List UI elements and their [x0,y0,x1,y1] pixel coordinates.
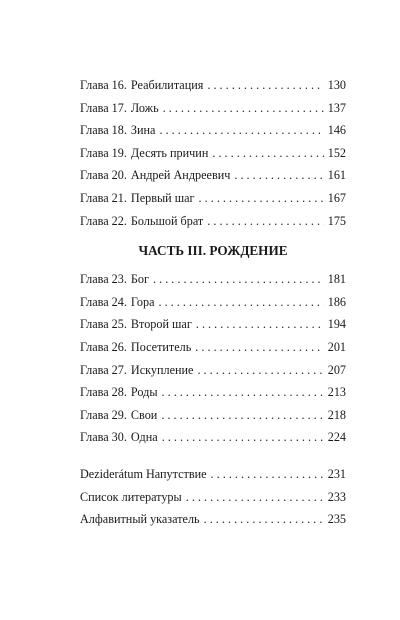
toc-dot-leader [212,142,323,165]
toc-dot-leader [159,119,323,142]
toc-chapter-number: Глава 21. [80,190,127,205]
toc-entry[interactable] [80,359,346,382]
toc-page-number: 161 [327,168,346,183]
toc-dot-leader [158,291,323,314]
toc-dot-leader [161,404,323,427]
toc-chapter-title: Реабилитация [130,78,204,92]
toc-entry[interactable] [80,426,346,449]
toc-dot-leader [186,486,324,509]
toc-page-number: 194 [327,317,346,332]
toc-chapter-title: Зина [130,123,156,138]
toc-dot-leader [163,97,324,120]
toc-chapter-number: Глава 17. [80,100,127,115]
toc-dot-leader [162,381,324,404]
toc-section-backmatter [80,463,346,531]
toc-chapter-number: Глава 22. [80,213,127,228]
toc-page-number: 181 [327,272,346,287]
toc-page-number: 231 [327,466,346,481]
toc-entry[interactable] [80,313,346,336]
toc-entry[interactable] [80,142,346,165]
toc-dot-leader [207,74,323,97]
toc-section-chapters-16-22 [80,74,346,232]
toc-chapter-title: Одна [130,430,158,445]
toc-page-number: 235 [327,512,346,527]
toc-chapter-number: Глава 20. [80,168,127,183]
toc-chapter-title: Андрей Андреевич [130,168,231,183]
toc-entry[interactable] [80,97,346,120]
toc-chapter-number: Глава 29. [80,407,127,422]
toc-chapter-number: Глава 19. [80,145,127,160]
toc-chapter-number: Глава 23. [80,272,127,287]
toc-chapter-title: Второй шаг [130,317,192,332]
toc-chapter-title: Первый шаг [130,190,195,205]
toc-page-number: 186 [327,294,346,309]
toc-page-number: 201 [327,339,346,354]
toc-dot-leader [197,359,323,382]
toc-dot-leader [196,313,324,336]
toc-chapter-title: Гора [130,294,155,309]
toc-chapter-title: Десять причин [130,145,209,160]
toc-page-number: 213 [327,385,346,400]
toc-entry-title: Алфавитный указатель [80,512,200,527]
toc-page-number: 224 [327,430,346,445]
toc-dot-leader [207,210,323,233]
toc-dot-leader [211,463,324,486]
toc-entry[interactable] [80,74,346,97]
toc-dot-leader [199,187,324,210]
toc-chapter-number: Глава 28. [80,385,127,400]
toc-chapter-title: Бог [130,272,149,287]
table-of-contents [80,74,346,531]
toc-chapter-title: Свои [130,407,158,422]
toc-entry[interactable] [80,291,346,314]
toc-entry[interactable] [80,486,346,509]
toc-chapter-number: Глава 16. [80,78,127,92]
toc-chapter-number: Глава 26. [80,339,127,354]
toc-entry[interactable] [80,336,346,359]
toc-entry[interactable] [80,164,346,187]
toc-entry[interactable] [80,404,346,427]
toc-page-number: 175 [327,213,346,228]
toc-entry[interactable] [80,268,346,291]
toc-entry[interactable] [80,381,346,404]
toc-dot-leader [195,336,323,359]
toc-section-part-3 [80,268,346,449]
toc-page-number: 137 [327,100,346,115]
part-heading[interactable]: ЧАСТЬ III. РОЖДЕНИЕ [138,243,288,259]
toc-entry[interactable] [80,210,346,233]
toc-page-number: 152 [327,145,346,160]
toc-chapter-number: Глава 18. [80,123,127,138]
toc-page-number: 146 [327,123,346,138]
toc-chapter-number: Глава 27. [80,362,127,377]
toc-page-number: 130 [327,78,346,92]
toc-entry[interactable] [80,463,346,486]
toc-entry[interactable] [80,119,346,142]
toc-entry-title: Deziderátum Напутствие [80,466,207,481]
toc-dot-leader [234,164,323,187]
toc-chapter-title: Роды [130,385,158,400]
toc-entry[interactable] [80,508,346,531]
toc-dot-leader [153,268,324,291]
toc-chapter-title: Искупление [130,362,194,377]
toc-entry[interactable] [80,187,346,210]
toc-entry-title: Список литературы [80,489,182,504]
toc-chapter-number: Глава 25. [80,317,127,332]
toc-page-number: 207 [327,362,346,377]
toc-chapter-title: Посетитель [130,339,192,354]
toc-page-number: 218 [327,407,346,422]
toc-chapter-number: Глава 30. [80,430,127,445]
toc-dot-leader [162,426,324,449]
toc-page-number: 233 [327,489,346,504]
toc-chapter-number: Глава 24. [80,294,127,309]
section-gap [80,449,346,463]
toc-page-number: 167 [327,190,346,205]
toc-chapter-title: Большой брат [130,213,204,228]
toc-dot-leader [204,508,324,531]
toc-chapter-title: Ложь [130,100,159,115]
